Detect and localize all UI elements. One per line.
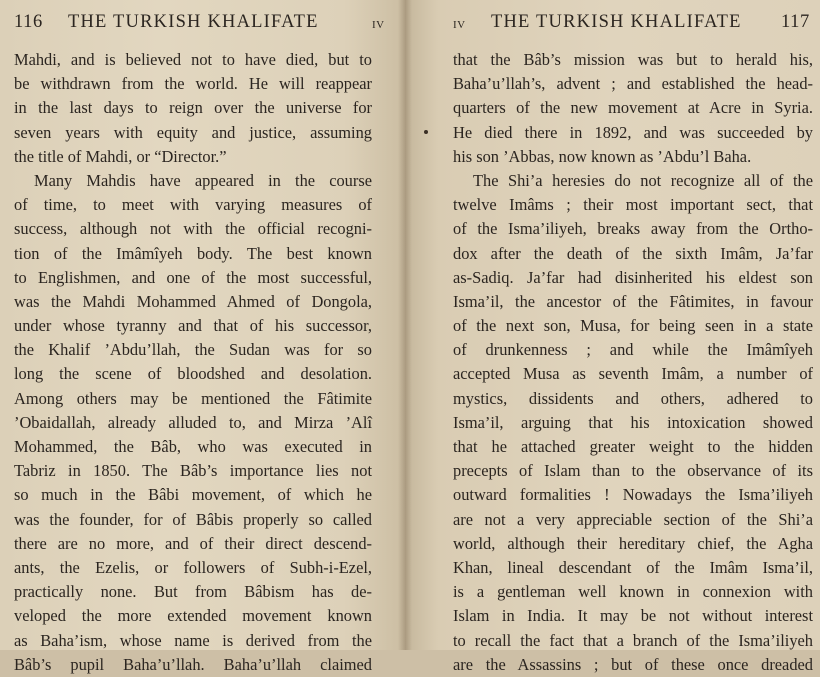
text-line: seven years with equity and justice, assuming bbox=[14, 122, 372, 142]
text-line: Many Mahdis have appeared in the course bbox=[34, 170, 372, 190]
right-page bbox=[405, 0, 820, 674]
text-line: Bâb’s pupil Baha’u’llah. Baha’u’llah claimed bbox=[14, 654, 372, 674]
text-line: accepted Musa as seventh Imâm, a number of bbox=[453, 364, 813, 384]
text-line: are the Assassins ; but of these once dreaded bbox=[453, 654, 813, 674]
text-line: the Khalif ’Abdu’llah, the Sudan was for so bbox=[14, 340, 372, 360]
text-line: the title of Mahdi, or “Director.” bbox=[14, 146, 227, 166]
text-line: of drunkenness ; and while the Imâmîyeh bbox=[453, 340, 813, 360]
text-line: outward formalities ! Nowadays the Isma’iliyeh bbox=[453, 485, 813, 505]
left-section-number: IV bbox=[372, 19, 385, 31]
text-line: of the next son, Musa, for being seen in a state bbox=[453, 316, 813, 336]
text-line: success, although not with the official recogni- bbox=[14, 219, 372, 239]
text-line: Among others may be mentioned the Fâtimite bbox=[14, 388, 372, 408]
text-line: precepts of Islam than to the observance of its bbox=[453, 461, 813, 481]
text-line: be withdrawn from the world. He will reappear bbox=[14, 74, 372, 94]
text-line: Isma’il, the ancestor of the Fâtimites, in favour bbox=[453, 291, 813, 311]
text-line: ants, the Ezelis, or followers of Subh-i-Ezel, bbox=[14, 557, 372, 577]
text-line: are not a very appreciable section of the Shi’a bbox=[453, 509, 813, 529]
text-line: was the Mahdi Mohammed Ahmed of Dongola, bbox=[14, 291, 372, 311]
text-line: that the Bâb’s mission was but to herald his, bbox=[453, 50, 813, 69]
text-line: in the last days to reign over the universe for bbox=[14, 98, 372, 118]
text-line: long the scene of bloodshed and desolation. bbox=[14, 364, 372, 384]
text-line: Islam in India. It may be not without interest bbox=[453, 606, 813, 626]
left-page-header bbox=[14, 12, 386, 38]
left-page-number: 116 bbox=[14, 12, 43, 32]
text-line: under whose tyranny and that of his successor, bbox=[14, 316, 372, 336]
text-line: mystics, dissidents and others, adhered to bbox=[453, 388, 813, 408]
text-line: world, although their hereditary chief, the Agha bbox=[453, 533, 813, 553]
paper-speck bbox=[424, 130, 428, 134]
text-line: to Englishmen, and one of the most successful, bbox=[14, 267, 372, 287]
text-line: He died there in 1892, and was succeeded by bbox=[453, 122, 813, 142]
text-line: as Baha’ism, whose name is derived from the bbox=[14, 630, 372, 650]
right-section-number: IV bbox=[453, 19, 466, 31]
text-line: to recall the fact that a branch of the Isma’iliyeh bbox=[453, 630, 813, 650]
text-line: as-Sadiq. Ja’far had disinherited his eldest son bbox=[453, 267, 813, 287]
text-line: tion of the Imâmîyeh body. The best known bbox=[14, 243, 372, 263]
text-line: quarters of the new movement at Acre in Syria. bbox=[453, 98, 813, 118]
text-line: of time, to meet with varying measures of bbox=[14, 195, 372, 215]
text-line: Khan, lineal descendant of the Imâm Isma’il, bbox=[453, 557, 813, 577]
text-line: is a gentleman well known in connexion with bbox=[453, 582, 813, 602]
text-line: there are no more, and of their direct descend- bbox=[14, 533, 372, 553]
text-line: that he attached greater weight to the hidden bbox=[453, 437, 813, 456]
text-line: veloped the more extended movement known bbox=[14, 606, 372, 626]
text-line: The Shi’a heresies do not recognize all of the bbox=[473, 170, 813, 190]
book-gutter-shadow bbox=[398, 0, 412, 650]
left-page bbox=[0, 0, 405, 674]
right-running-title: THE TURKISH KHALIFATE bbox=[491, 12, 742, 32]
text-line: so much in the Bâbi movement, of which he bbox=[14, 485, 372, 505]
text-line: Isma’il, arguing that his intoxication showed bbox=[453, 412, 813, 432]
text-line: practically none. But from Bâbism has de- bbox=[14, 582, 372, 602]
text-line: his son ’Abbas, now known as ’Abdu’l Baha. bbox=[453, 146, 752, 166]
text-line: ’Obaidallah, already alluded to, and Mirza ’Alî bbox=[14, 412, 372, 432]
text-line: Mohammed, the Bâb, who was executed in bbox=[14, 437, 372, 456]
right-page-text bbox=[453, 48, 813, 677]
text-line: was the founder, for of Bâbis properly so called bbox=[14, 509, 372, 529]
text-line: twelve Imâms ; their most important sect, that bbox=[453, 195, 813, 215]
text-line: Mahdi, and is believed not to have died, but to bbox=[14, 50, 372, 69]
text-line: Baha’u’llah’s, advent ; and established the head- bbox=[453, 74, 813, 94]
left-page-text bbox=[14, 48, 372, 677]
right-page-header bbox=[453, 12, 813, 38]
right-page-number: 117 bbox=[781, 12, 810, 32]
text-line: of the Isma’iliyeh, breaks away from the Ortho- bbox=[453, 219, 813, 239]
text-line: dox after the death of the sixth Imâm, Ja’far bbox=[453, 243, 813, 263]
text-line: Tabriz in 1850. The Bâb’s importance lies not bbox=[14, 461, 372, 481]
left-running-title: THE TURKISH KHALIFATE bbox=[68, 12, 319, 32]
